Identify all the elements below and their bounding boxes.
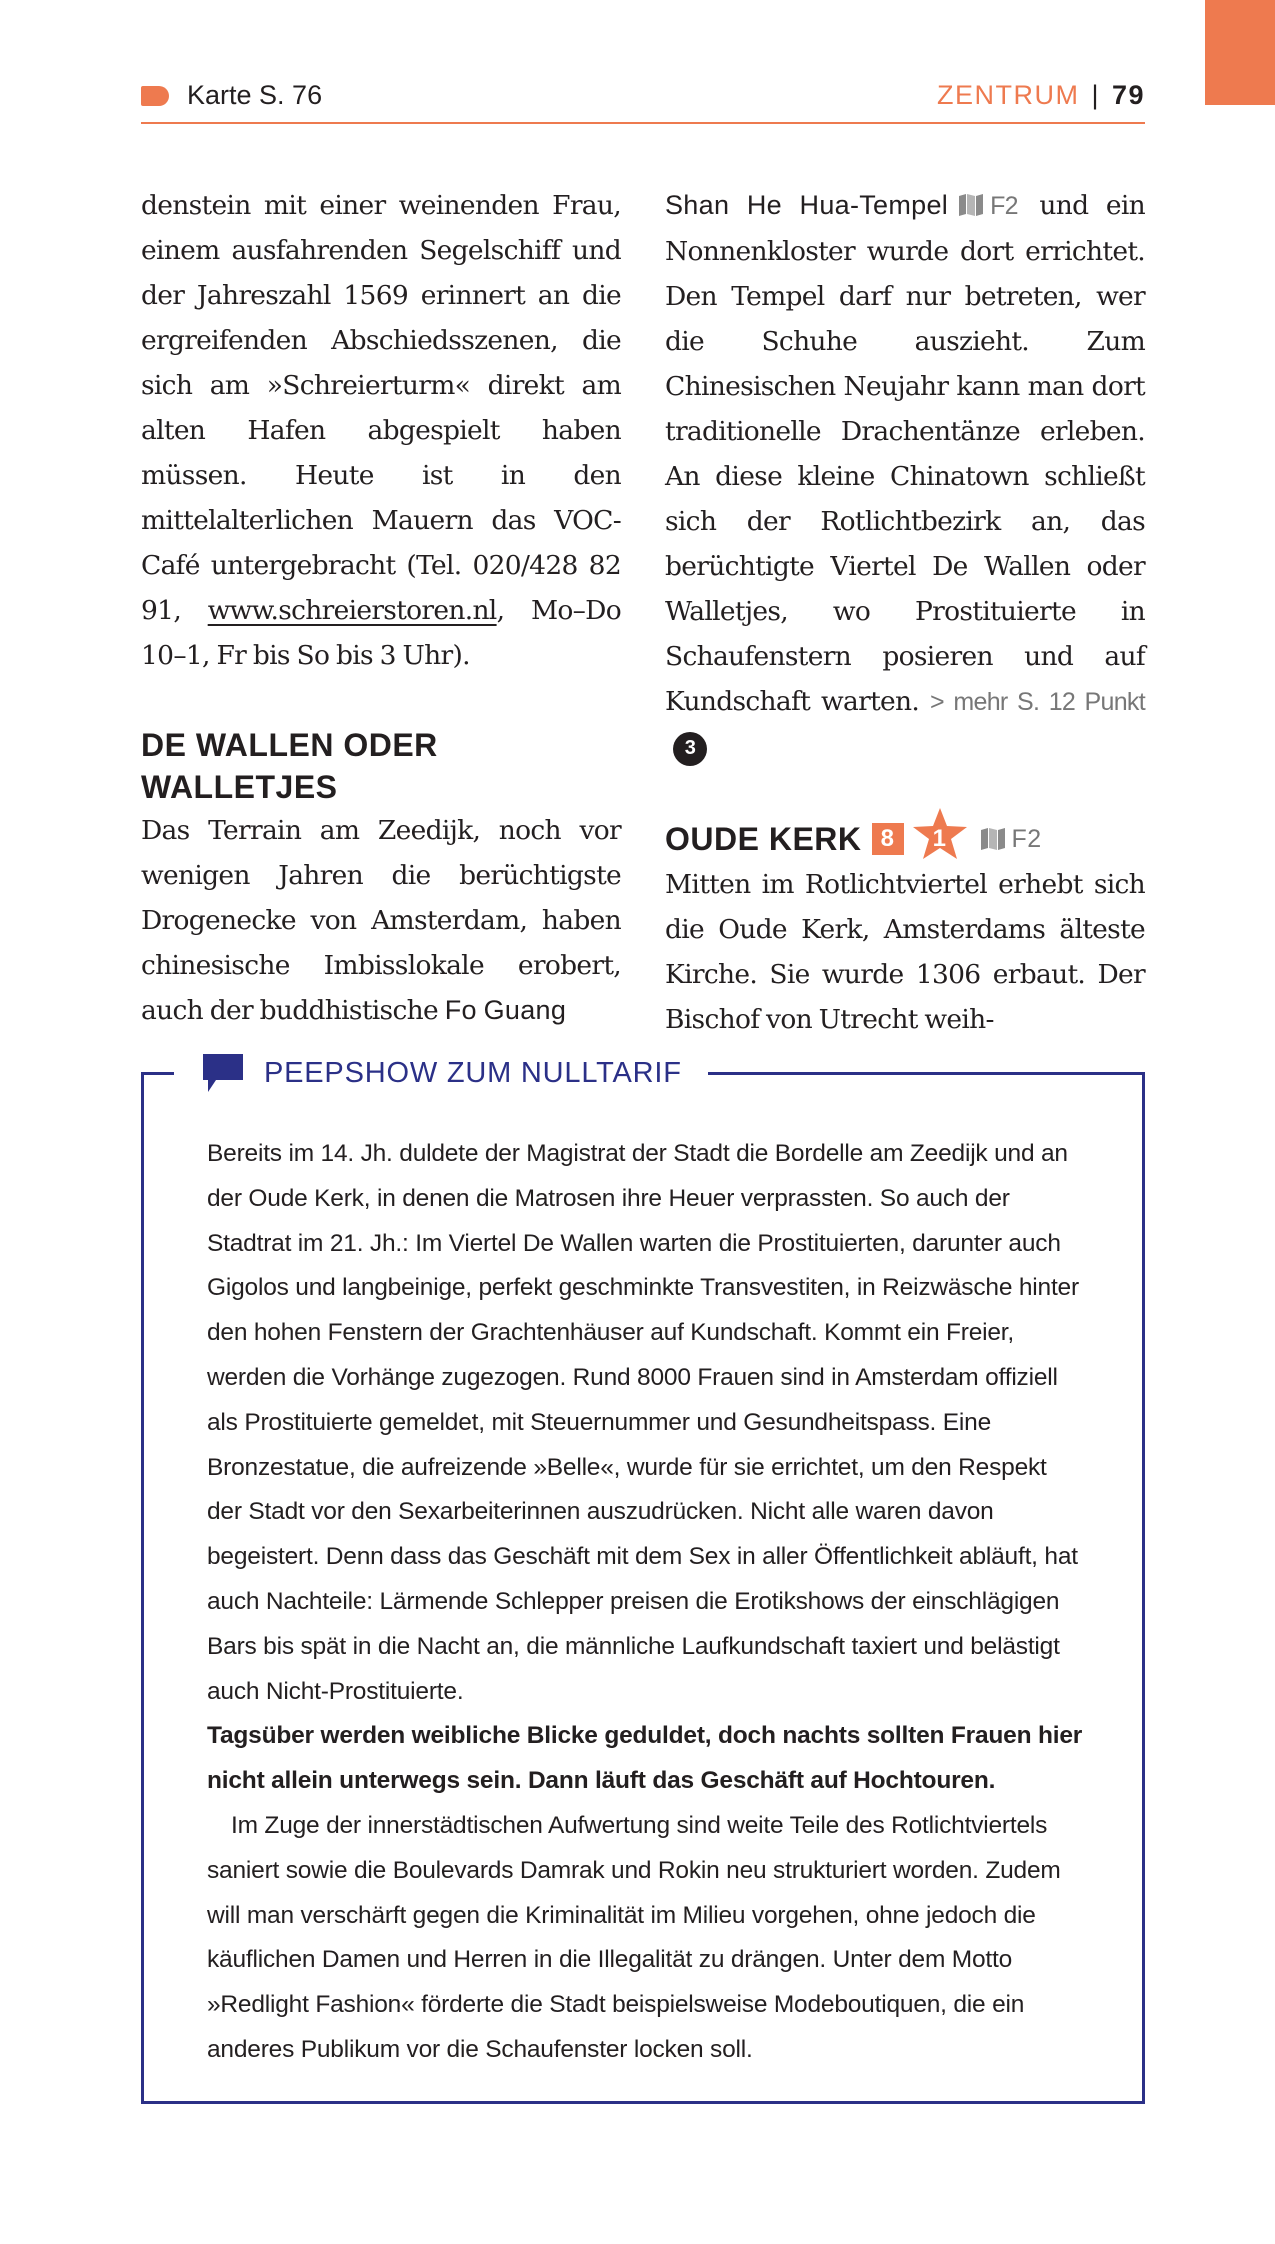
page-number: 79 — [1111, 80, 1145, 110]
heading-de-wallen — [141, 724, 621, 808]
info-paragraph-1: Bereits im 14. Jh. duldete der Magistrat der Stadt die Bordelle am Zeedijk und an der Oude Kerk, in denen die Matrosen ihre Heuer verprassten. So auch der Stadtrat im 21. Jh.: Im Viertel De Wallen warten die Prostituierten, darunter auch Gigolos und langbeinige, perfekt geschminkte Transvestiten, in Reizwäsche hinter den hohen Fenstern der Grachtenhäuser auf Kundschaft. Kommt ein Freier, werden die Vorhänge zugezogen. Rund 8000 Frauen sind in Amsterdam offiziell als Prostituierte gemeldet, mit Steuernummer und Gesundheitspass. Eine Bronzestatue, die aufreizende »Belle«, wurde für sie errichtet, um den Respekt der Stadt vor den Sexarbeiterinnen auszudrücken. Nicht alle waren davon begeistert. Denn dass das Geschäft mit dem Sex in aller Öffentlichkeit abläuft, hat auch Nachteile: Lärmende Schlepper preisen die Erotikshows der einschlägigen Bars bis spät in die Nacht an, die männliche Laufkundschaft taxiert und belästigt auch Nicht-Prostituierte. — [207, 1140, 1079, 1705]
info-box-title: PEEPSHOW ZUM NULLTARIF — [264, 1056, 682, 1089]
header-separator: | — [1091, 80, 1100, 110]
map-book-icon — [980, 827, 1006, 851]
speech-bubble-icon — [202, 1052, 244, 1094]
page-header — [141, 78, 1145, 124]
section-name: ZENTRUM — [936, 80, 1080, 110]
grid-reference[interactable]: F2 — [1011, 825, 1042, 853]
column-right — [665, 183, 1145, 1042]
point-number-badge: 3 — [673, 732, 707, 766]
column-left — [141, 183, 621, 1042]
paragraph-schreierstoren — [141, 183, 621, 678]
poi-name-part1[interactable]: Fo Guang — [444, 995, 567, 1025]
map-reference-label: Karte S. 76 — [187, 80, 323, 110]
paragraph-zeedijk — [141, 808, 621, 1033]
info-box-header — [174, 1045, 708, 1101]
grid-reference[interactable]: F2 — [990, 192, 1018, 220]
paragraph-text: Mitten im Rotlichtviertel erhebt sich die Oude Kerk, Amsterdams älteste Kirche. Sie wurde 1306 erbaut. Der Bischof von Utrecht weih- — [665, 869, 1145, 1035]
heading-text: OUDE KERK — [665, 821, 862, 857]
highlight-star-icon — [910, 806, 970, 862]
highlight-star-number: 1 — [932, 825, 947, 852]
paragraph-text: denstein mit einer weinenden Frau, einem ausfahrenden Segelschiff und der Jahreszahl 1569 erinnert an die ergreifenden Abschiedsszenen, die sich am »Schreierturm« direkt am alten Hafen abgespielt haben müssen. Heute ist in den mittelalterlichen Mauern das VOC-Café untergebracht (Tel. 020/428 82 91, — [141, 190, 621, 626]
more-link[interactable]: > mehr S. 12 Punkt — [930, 688, 1145, 716]
paragraph-temple — [665, 183, 1145, 770]
map-flag-icon — [141, 86, 169, 106]
heading-text: DE WALLEN ODER WALLETJES — [141, 727, 438, 805]
section-reference — [937, 80, 1145, 111]
info-bold-paragraph: Tagsüber werden weibliche Blicke geduldet, doch nachts sollten Frauen hier nicht allein unterwegs sein. Dann läuft das Geschäft auf Hochtouren. — [207, 1722, 1083, 1795]
paragraph-text: und ein Nonnenkloster wurde dort errichtet. Den Tempel darf nur betreten, wer die Schuhe auszieht. Zum Chinesischen Neujahr kann man dort traditionelle Drachentänze erleben. An diese kleine Chinatown schließt sich der Rotlichtbezirk an, das berüchtigte Viertel De Wallen oder Walletjes, wo Prostituierte in Schaufenstern posieren und auf Kundschaft warten. — [665, 190, 1145, 717]
website-link[interactable]: www.schreierstoren.nl — [207, 595, 497, 626]
corner-tab — [1205, 0, 1275, 105]
map-book-icon — [958, 193, 984, 217]
paragraph-text-end: , Mo–Do 10–1, Fr bis So bis 3 Uhr). — [141, 595, 621, 671]
map-reference[interactable] — [141, 80, 322, 111]
poi-name-part2[interactable]: Shan He Hua-Tempel — [665, 190, 949, 220]
info-paragraph-2: Im Zuge der innerstädtischen Aufwertung sind weite Teile des Rotlichtviertels saniert sowie die Boulevards Damrak und Rokin neu strukturiert worden. Zudem will man verschärft gegen die Kriminalität im Milieu vorgehen, ohne jedoch die käuflichen Damen und Herren in die Illegalität zu drängen. Unter dem Motto »Redlight Fashion« förderte die Stadt beispielsweise Modeboutiquen, die ein anderes Publikum vor die Schaufenster locken soll. — [207, 1811, 1061, 2063]
paragraph-text: Das Terrain am Zeedijk, noch vor wenigen Jahren die berüchtigste Drogenecke von Amsterdam, haben chinesische Imbisslokale erobert, auch der buddhistische — [141, 815, 621, 1026]
sight-number-badge: 8 — [872, 823, 904, 855]
paragraph-oude-kerk — [665, 862, 1145, 1042]
info-box-body — [207, 1132, 1087, 2073]
text-columns — [141, 183, 1145, 1042]
info-box — [141, 1056, 1145, 2104]
heading-oude-kerk — [665, 816, 1145, 862]
